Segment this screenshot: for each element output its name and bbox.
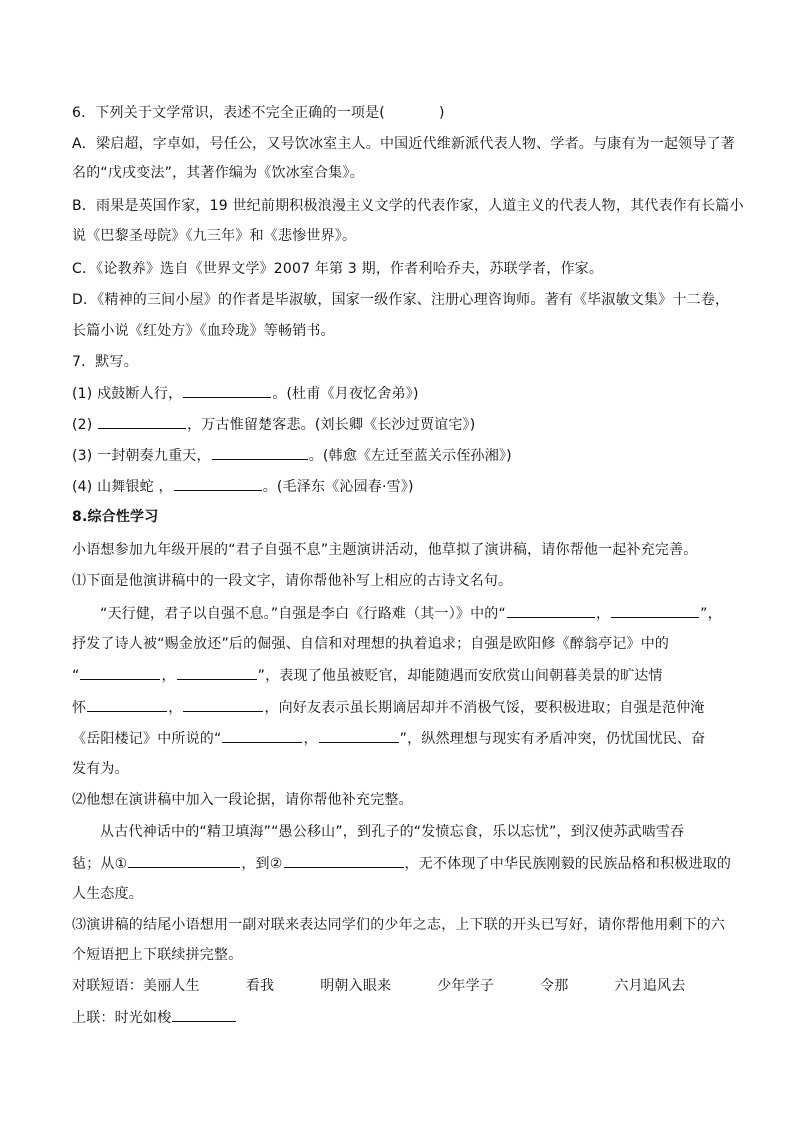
q6-option-b-line1: B．雨果是英国作家，19 世纪前期积极浪漫主义文学的代表作家，人道主义的代表人物，其代表作有长篇小 bbox=[72, 198, 744, 214]
q7-item-3 bbox=[72, 445, 512, 466]
fill-blank[interactable] bbox=[174, 476, 262, 491]
q7-item-4-post: 。(毛泽东《沁园春·雪》) bbox=[262, 479, 414, 495]
q8-part1-line1 bbox=[100, 603, 722, 624]
q6-stem-text: 6．下列关于文学常识，表述不完全正确的一项是( bbox=[72, 105, 385, 121]
text: ，到② bbox=[241, 856, 283, 872]
upper-couplet-label: 上联：时光如梭 bbox=[72, 1010, 172, 1026]
q8-part3-title-line2: 个短语把上下联续拼完整。 bbox=[72, 947, 243, 963]
text: ”，表现了他虽被贬官，却能随遇而安欣赏山间朝暮美景的旷达情 bbox=[257, 668, 663, 684]
q7-item-3-pre: (3) 一封朝奏九重天， bbox=[72, 448, 211, 464]
q7-item-4-pre: (4) 山舞银蛇 ， bbox=[72, 479, 173, 495]
phrase: 少年学子 bbox=[437, 978, 495, 994]
text: 怀 bbox=[72, 700, 87, 716]
fill-blank[interactable] bbox=[87, 697, 167, 712]
fill-blank[interactable] bbox=[98, 414, 186, 429]
q8-part2-line2 bbox=[72, 853, 731, 874]
q6-option-a-line2: 名的“戊戌变法”，其著作编为《饮冰室合集》。 bbox=[72, 165, 364, 181]
phrase: 美丽人生 bbox=[143, 978, 200, 994]
text: ”， bbox=[700, 606, 722, 622]
text: ， bbox=[161, 668, 176, 684]
fill-blank[interactable] bbox=[611, 603, 699, 618]
text: “ bbox=[72, 668, 80, 684]
fill-blank[interactable] bbox=[177, 665, 257, 680]
q6-option-b-line2: 说《巴黎圣母院》《九三年》和《悲惨世界》。 bbox=[72, 228, 357, 244]
q8-part3-title-line1: ⑶演讲稿的结尾小语想用一副对联来表达同学们的少年之志，上下联的开头已写好，请你帮他用剩下的六 bbox=[72, 917, 726, 933]
q6-option-a-line1: A．梁启超，字卓如，号任公，又号饮冰室主人。中国近代维新派代表人物、学者。与康有为一起领导了著 bbox=[72, 136, 735, 152]
q8-part1-line4 bbox=[72, 697, 705, 718]
q8-part2-title: ⑵他想在演讲稿中加入一段论据，请你帮他补充完整。 bbox=[72, 792, 413, 808]
phrase: 六月追风去 bbox=[614, 978, 686, 994]
q8-title: 8.综合性学习 bbox=[72, 509, 159, 525]
q8-part1-title: ⑴下面是他演讲稿中的一段文字，请你帮他补写上相应的古诗文名句。 bbox=[72, 573, 513, 589]
fill-blank[interactable] bbox=[183, 697, 263, 712]
phrase: 令那 bbox=[540, 978, 569, 994]
q6-option-d-line2: 长篇小说《红处方》《血玲珑》等畅销书。 bbox=[72, 323, 335, 339]
text: ，向好友表示虽长期谪居却并不消极气馁，要积极进取；自强是范仲淹 bbox=[264, 700, 705, 716]
couplet-phrases bbox=[72, 976, 685, 996]
q8-intro: 小语想参加九年级开展的“君子自强不息”主题演讲活动，他草拟了演讲稿，请你帮他一起补充完善。 bbox=[72, 542, 698, 558]
text: ”，纵然理想与现实有矛盾冲突，仍忧国忧民、奋 bbox=[399, 731, 706, 747]
text: ， bbox=[595, 606, 611, 622]
fill-blank[interactable] bbox=[80, 665, 160, 680]
q6-stem bbox=[72, 103, 445, 123]
fill-blank[interactable] bbox=[222, 728, 302, 743]
q7-title: 7．默写。 bbox=[72, 354, 138, 370]
fill-blank[interactable] bbox=[172, 1007, 236, 1022]
text: “天行健，君子以自强不息。”自强是李白《行路难（其一）》中的“ bbox=[100, 606, 506, 622]
q7-item-1 bbox=[72, 383, 419, 404]
fill-blank[interactable] bbox=[507, 603, 595, 618]
q7-item-2 bbox=[72, 414, 475, 435]
q7-item-1-pre: (1) 戍鼓断人行， bbox=[72, 386, 183, 402]
phrases-label: 对联短语： bbox=[72, 978, 143, 994]
q7-item-1-post: 。(杜甫《月夜忆舍弟》) bbox=[272, 386, 419, 402]
q7-item-4 bbox=[72, 476, 414, 497]
q8-part2-line1: 从古代神话中的“精卫填海”“愚公移山”，到孔子的“发愤忘食，乐以忘忧”，到汉使苏武啮雪吞 bbox=[100, 824, 685, 840]
fill-blank[interactable] bbox=[319, 728, 399, 743]
phrase: 明朝入眼来 bbox=[320, 978, 392, 994]
text: 毡；从① bbox=[72, 856, 128, 872]
q6-stem-close: ) bbox=[438, 105, 445, 121]
q6-option-d-line1: D．《精神的三间小屋》的作者是毕淑敏，国家一级作家、注册心理咨询师。著有《毕淑敏文集》十二卷， bbox=[72, 292, 730, 308]
q7-item-3-post: 。(韩愈《左迁至蓝关示侄孙湘》) bbox=[308, 448, 512, 464]
q8-part1-line5 bbox=[72, 728, 705, 749]
text: ， bbox=[168, 700, 183, 716]
upper-couplet bbox=[72, 1007, 237, 1028]
q8-part2-line3: 人生态度。 bbox=[72, 886, 143, 902]
fill-blank[interactable] bbox=[212, 445, 308, 460]
fill-blank[interactable] bbox=[284, 853, 404, 868]
text: 《岳阳楼记》中所说的“ bbox=[72, 731, 222, 747]
q6-option-c: C．《论教养》选自《世界文学》2007 年第 3 期，作者利哈乔夫，苏联学者，作家。 bbox=[72, 261, 604, 277]
q8-part1-line6: 发有为。 bbox=[72, 761, 129, 777]
q8-part1-line3 bbox=[72, 665, 663, 686]
q7-item-2-post: ，万古惟留楚客悲。(刘长卿《长沙过贾谊宅》) bbox=[187, 417, 476, 433]
fill-blank[interactable] bbox=[128, 853, 240, 868]
phrase: 看我 bbox=[245, 978, 275, 994]
text: ， bbox=[303, 731, 318, 747]
q8-part1-line2: 抒发了诗人被“赐金放还”后的倔强、自信和对理想的执着追求；自强是欧阳修《醉翁亭记》中的 bbox=[72, 636, 670, 652]
fill-blank[interactable] bbox=[183, 383, 271, 398]
q7-item-2-pre: (2) bbox=[72, 417, 98, 433]
text: ，无不体现了中华民族刚毅的民族品格和积极进取的 bbox=[404, 856, 732, 872]
